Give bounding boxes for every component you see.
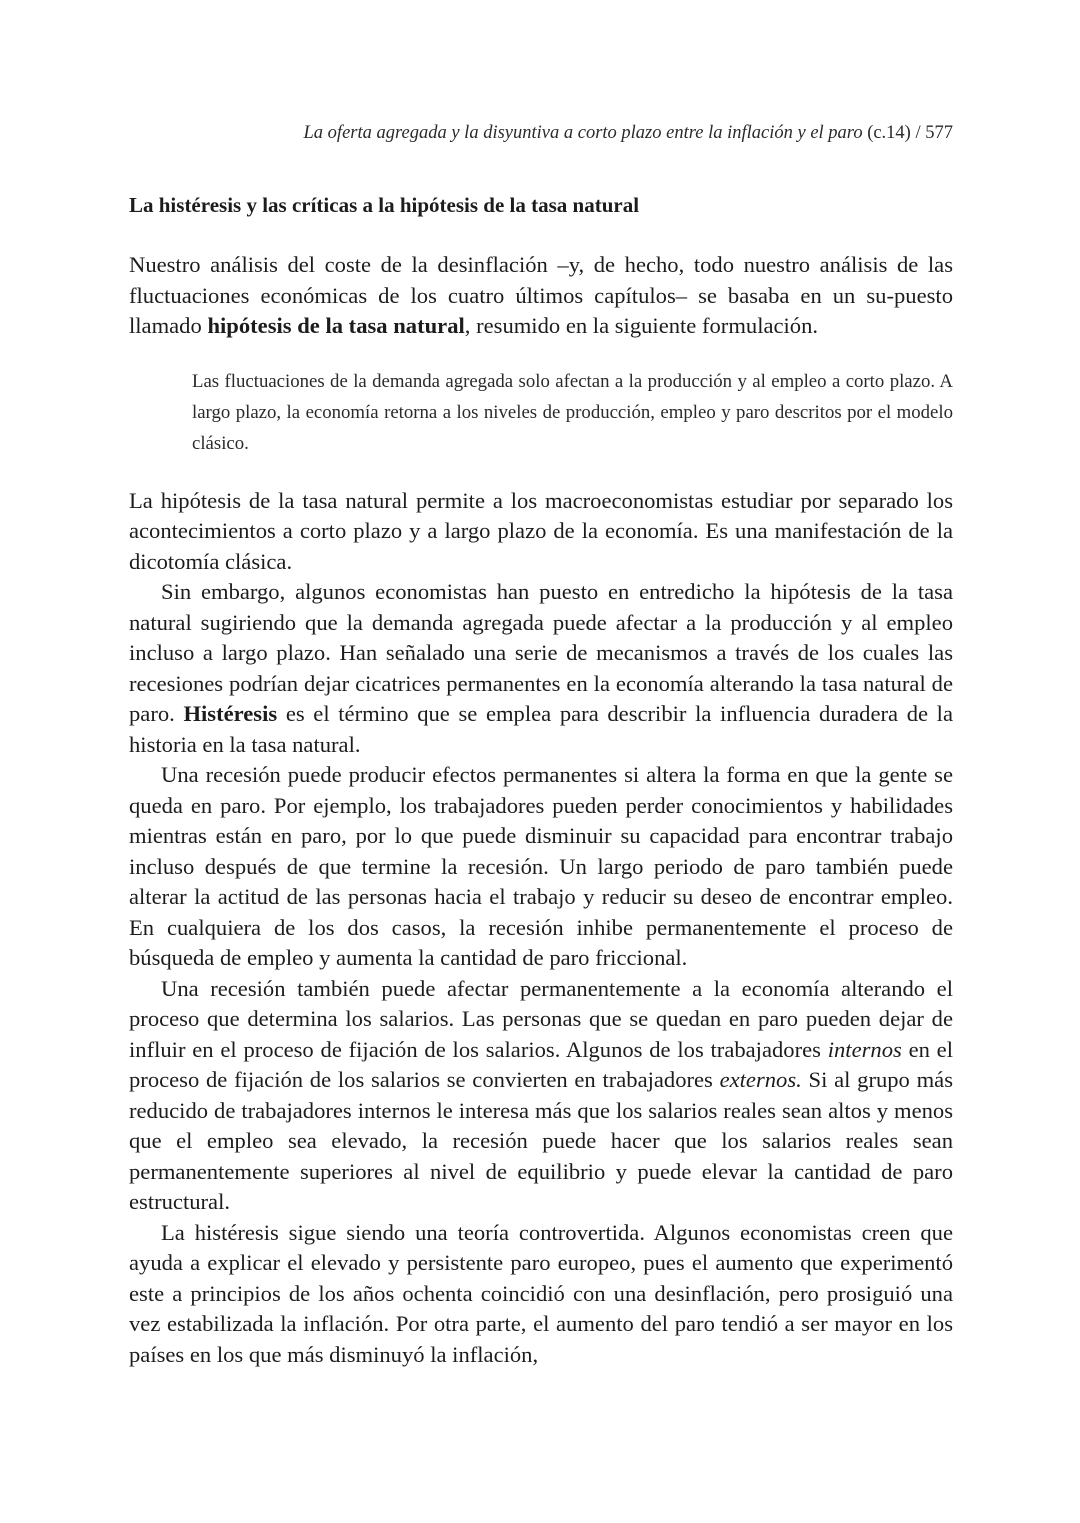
term-hysteresis: Histéresis [183, 701, 278, 726]
running-header-chapter: (c.14) [867, 123, 911, 143]
block-quote: Las fluctuaciones de la demanda agregada solo afectan a la producción y al empleo a corto plazo. A largo plazo, la economía retorna a los niveles de producción, empleo y paro descritos por el modelo clásico. [192, 370, 953, 454]
section-title: La histéresis y las críticas a la hipótesis de la tasa natural [129, 193, 640, 217]
running-header [129, 120, 953, 146]
paragraph-1 [129, 250, 953, 342]
paragraph-5-text-a: Una recesión también puede afectar permanentemente a la economía alterando el proceso que determina los salarios. Las personas que se quedan en paro pueden dejar de influir en el proceso de fijación de los salarios. Algunos de los trabajadores [129, 975, 953, 1062]
paragraph-4: Una recesión puede producir efectos permanentes si altera la forma en que la gente se queda en paro. Por ejemplo, los trabajadores pueden perder conocimientos y habilidades mientras están en paro, por lo que puede disminuir su capacidad para encontrar trabajo incluso después de que termine la recesión. Un largo periodo de paro también puede alterar la actitud de las personas hacia el trabajo y reducir su deseo de encontrar empleo. En cualquiera de los dos casos, la recesión inhibe permanentemente el proceso de búsqueda de empleo y aumenta la cantidad de paro friccional. [129, 762, 953, 970]
running-header-title: La oferta agregada y la disyuntiva a corto plazo entre la inflación y el paro [303, 123, 863, 143]
paragraph-1-text-a: Nuestro análisis del coste de la desinflación –y, de hecho, todo nuestro análisis de las fluctuaciones económicas de los cuatro últimos capítulos– se basaba en un su-puesto llamado [129, 252, 953, 338]
paragraph-5 [129, 974, 953, 1218]
paragraph-5-text-c: Si al grupo más reducido de trabajadores internos le interesa más que los salarios reales sean altos y menos que el empleo sea elevado, la recesión puede hacer que los salarios reales sean permanentemente superiores al nivel de equilibrio y puede elevar la cantidad de paro estructural. [129, 1067, 953, 1214]
paragraph-6: La histéresis sigue siendo una teoría controvertida. Algunos economistas creen que ayuda a explicar el elevado y persistente paro europeo, pues el aumento que experimentó este a principios de los años ochenta coincidió con una desinflación, pero prosiguió una vez estabilizada la inflación. Por otra parte, el aumento del paro tendió a ser mayor en los países en los que más disminuyó la inflación, [129, 1219, 953, 1367]
paragraph-1-text-b: , resumido en la siguiente formulación. [464, 313, 819, 338]
paragraph-2: La hipótesis de la tasa natural permite a los macroeconomistas estudiar por separado los acontecimientos a corto plazo y a largo plazo de la economía. Es una manifestación de la dicotomía clásica. [129, 487, 953, 574]
running-header-separator: / [915, 123, 921, 143]
paragraph-5-text-b: en el proceso de fijación de los salarios se convierten en trabajadores [129, 1036, 953, 1092]
paragraph-3-text-b: es el término que se emplea para describir la influencia duradera de la historia en la tasa natural. [129, 701, 953, 757]
term-outsiders: externos. [719, 1067, 802, 1092]
book-page [129, 120, 953, 1370]
paragraph-3-text-a: Sin embargo, algunos economistas han puesto en entredicho la hipótesis de la tasa natural sugiriendo que la demanda agregada puede afectar a la producción y al empleo incluso a largo plazo. Han señalado una serie de mecanismos a través de los cuales las recesiones podrían dejar cicatrices permanentes en la economía alterando la tasa natural de paro. [129, 579, 953, 726]
page-number: 577 [925, 123, 953, 143]
term-natural-rate-hypothesis: hipótesis de la tasa natural [207, 313, 465, 338]
paragraph-3 [129, 577, 953, 760]
term-insiders: internos [827, 1036, 902, 1062]
